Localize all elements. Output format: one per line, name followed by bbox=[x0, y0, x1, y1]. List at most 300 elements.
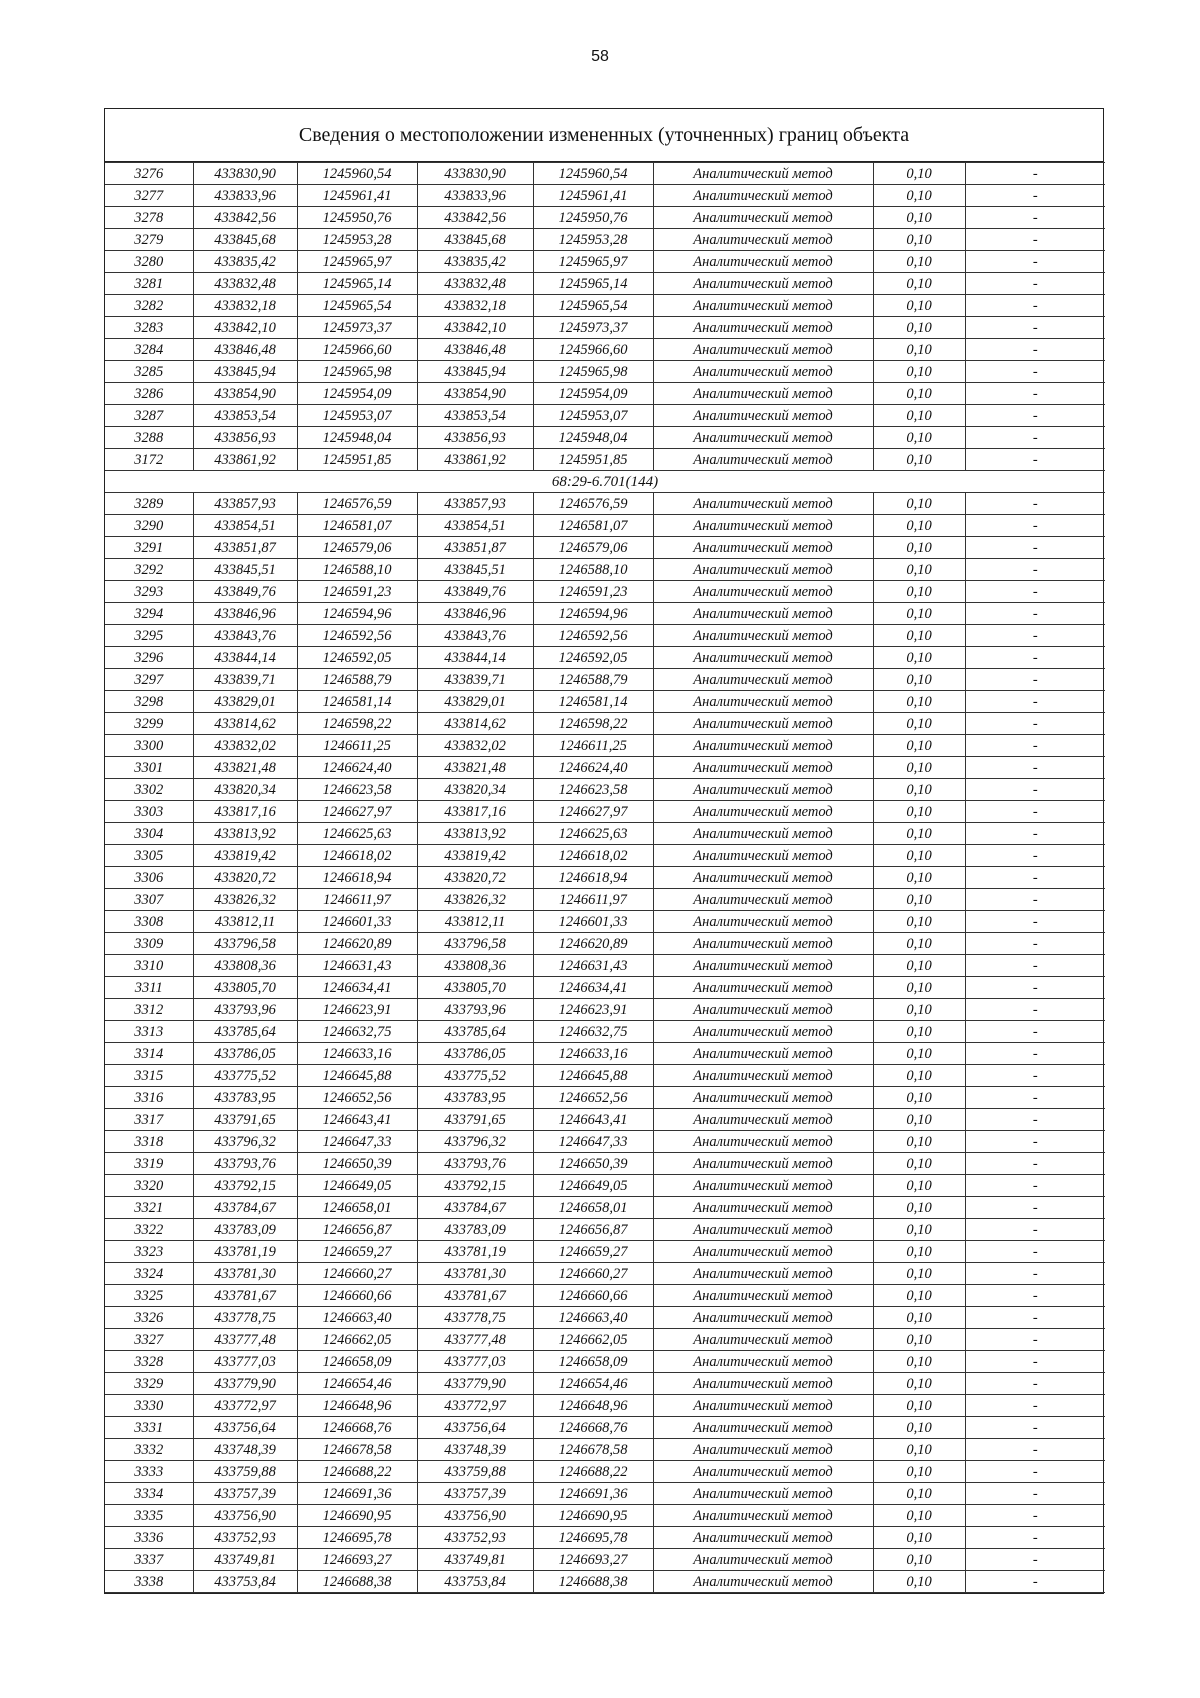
new-y-cell: 1245973,37 bbox=[533, 317, 653, 339]
new-x-cell: 433854,90 bbox=[417, 383, 533, 405]
new-y-cell: 1246658,09 bbox=[533, 1351, 653, 1373]
description-cell: - bbox=[965, 1395, 1105, 1417]
new-y-cell: 1245948,04 bbox=[533, 427, 653, 449]
existing-y-cell: 1246588,10 bbox=[297, 559, 417, 581]
existing-y-cell: 1245973,37 bbox=[297, 317, 417, 339]
coordinates-table bbox=[105, 162, 1105, 1593]
new-y-cell: 1246632,75 bbox=[533, 1021, 653, 1043]
accuracy-cell: 0,10 bbox=[873, 1175, 965, 1197]
table-row bbox=[105, 691, 1105, 713]
existing-x-cell: 433796,32 bbox=[193, 1131, 297, 1153]
new-y-cell: 1246611,97 bbox=[533, 889, 653, 911]
description-cell: - bbox=[965, 911, 1105, 933]
new-y-cell: 1246623,91 bbox=[533, 999, 653, 1021]
existing-y-cell: 1246652,56 bbox=[297, 1087, 417, 1109]
new-y-cell: 1246624,40 bbox=[533, 757, 653, 779]
method-cell: Аналитический метод bbox=[653, 1153, 873, 1175]
new-x-cell: 433752,93 bbox=[417, 1527, 533, 1549]
existing-y-cell: 1246660,66 bbox=[297, 1285, 417, 1307]
new-x-cell: 433775,52 bbox=[417, 1065, 533, 1087]
existing-x-cell: 433829,01 bbox=[193, 691, 297, 713]
point-number-cell: 3331 bbox=[105, 1417, 193, 1439]
existing-y-cell: 1246643,41 bbox=[297, 1109, 417, 1131]
point-number-cell: 3311 bbox=[105, 977, 193, 999]
new-x-cell: 433784,67 bbox=[417, 1197, 533, 1219]
existing-x-cell: 433861,92 bbox=[193, 449, 297, 471]
point-number-cell: 3300 bbox=[105, 735, 193, 757]
method-cell: Аналитический метод bbox=[653, 1549, 873, 1571]
point-number-cell: 3337 bbox=[105, 1549, 193, 1571]
new-x-cell: 433839,71 bbox=[417, 669, 533, 691]
accuracy-cell: 0,10 bbox=[873, 207, 965, 229]
description-cell: - bbox=[965, 1329, 1105, 1351]
point-number-cell: 3324 bbox=[105, 1263, 193, 1285]
existing-x-cell: 433833,96 bbox=[193, 185, 297, 207]
method-cell: Аналитический метод bbox=[653, 559, 873, 581]
new-x-cell: 433832,48 bbox=[417, 273, 533, 295]
existing-x-cell: 433832,02 bbox=[193, 735, 297, 757]
table-row bbox=[105, 1175, 1105, 1197]
new-y-cell: 1246634,41 bbox=[533, 977, 653, 999]
method-cell: Аналитический метод bbox=[653, 427, 873, 449]
new-x-cell: 433756,90 bbox=[417, 1505, 533, 1527]
new-y-cell: 1246618,02 bbox=[533, 845, 653, 867]
method-cell: Аналитический метод bbox=[653, 581, 873, 603]
new-y-cell: 1246592,05 bbox=[533, 647, 653, 669]
table-row bbox=[105, 427, 1105, 449]
method-cell: Аналитический метод bbox=[653, 383, 873, 405]
existing-x-cell: 433756,90 bbox=[193, 1505, 297, 1527]
new-y-cell: 1246648,96 bbox=[533, 1395, 653, 1417]
existing-x-cell: 433849,76 bbox=[193, 581, 297, 603]
existing-y-cell: 1246678,58 bbox=[297, 1439, 417, 1461]
coordinates-table-frame bbox=[104, 108, 1104, 1594]
new-y-cell: 1246663,40 bbox=[533, 1307, 653, 1329]
accuracy-cell: 0,10 bbox=[873, 295, 965, 317]
method-cell: Аналитический метод bbox=[653, 449, 873, 471]
accuracy-cell: 0,10 bbox=[873, 1571, 965, 1593]
existing-x-cell: 433784,67 bbox=[193, 1197, 297, 1219]
existing-x-cell: 433786,05 bbox=[193, 1043, 297, 1065]
new-x-cell: 433833,96 bbox=[417, 185, 533, 207]
new-x-cell: 433846,48 bbox=[417, 339, 533, 361]
table-row bbox=[105, 1461, 1105, 1483]
method-cell: Аналитический метод bbox=[653, 1175, 873, 1197]
description-cell: - bbox=[965, 1131, 1105, 1153]
point-number-cell: 3326 bbox=[105, 1307, 193, 1329]
method-cell: Аналитический метод bbox=[653, 295, 873, 317]
description-cell: - bbox=[965, 207, 1105, 229]
existing-x-cell: 433819,42 bbox=[193, 845, 297, 867]
point-number-cell: 3307 bbox=[105, 889, 193, 911]
point-number-cell: 3283 bbox=[105, 317, 193, 339]
description-cell: - bbox=[965, 1021, 1105, 1043]
method-cell: Аналитический метод bbox=[653, 1351, 873, 1373]
existing-y-cell: 1246598,22 bbox=[297, 713, 417, 735]
method-cell: Аналитический метод bbox=[653, 537, 873, 559]
new-x-cell: 433832,02 bbox=[417, 735, 533, 757]
point-number-cell: 3303 bbox=[105, 801, 193, 823]
table-row bbox=[105, 735, 1105, 757]
point-number-cell: 3335 bbox=[105, 1505, 193, 1527]
point-number-cell: 3321 bbox=[105, 1197, 193, 1219]
accuracy-cell: 0,10 bbox=[873, 977, 965, 999]
existing-y-cell: 1246656,87 bbox=[297, 1219, 417, 1241]
table-row bbox=[105, 273, 1105, 295]
method-cell: Аналитический метод bbox=[653, 1087, 873, 1109]
description-cell: - bbox=[965, 251, 1105, 273]
method-cell: Аналитический метод bbox=[653, 1395, 873, 1417]
existing-y-cell: 1246668,76 bbox=[297, 1417, 417, 1439]
accuracy-cell: 0,10 bbox=[873, 823, 965, 845]
existing-y-cell: 1245965,54 bbox=[297, 295, 417, 317]
new-y-cell: 1246690,95 bbox=[533, 1505, 653, 1527]
description-cell: - bbox=[965, 515, 1105, 537]
new-y-cell: 1246588,79 bbox=[533, 669, 653, 691]
point-number-cell: 3281 bbox=[105, 273, 193, 295]
point-number-cell: 3327 bbox=[105, 1329, 193, 1351]
existing-x-cell: 433857,93 bbox=[193, 493, 297, 515]
accuracy-cell: 0,10 bbox=[873, 1351, 965, 1373]
table-row bbox=[105, 1307, 1105, 1329]
table-row bbox=[105, 1087, 1105, 1109]
new-y-cell: 1245965,98 bbox=[533, 361, 653, 383]
existing-y-cell: 1246662,05 bbox=[297, 1329, 417, 1351]
point-number-cell: 3291 bbox=[105, 537, 193, 559]
accuracy-cell: 0,10 bbox=[873, 581, 965, 603]
table-row bbox=[105, 1197, 1105, 1219]
accuracy-cell: 0,10 bbox=[873, 1109, 965, 1131]
new-y-cell: 1245954,09 bbox=[533, 383, 653, 405]
new-y-cell: 1246695,78 bbox=[533, 1527, 653, 1549]
existing-y-cell: 1246620,89 bbox=[297, 933, 417, 955]
point-number-cell: 3314 bbox=[105, 1043, 193, 1065]
accuracy-cell: 0,10 bbox=[873, 1241, 965, 1263]
new-x-cell: 433781,19 bbox=[417, 1241, 533, 1263]
existing-x-cell: 433756,64 bbox=[193, 1417, 297, 1439]
accuracy-cell: 0,10 bbox=[873, 163, 965, 185]
existing-x-cell: 433839,71 bbox=[193, 669, 297, 691]
point-number-cell: 3319 bbox=[105, 1153, 193, 1175]
existing-y-cell: 1246618,02 bbox=[297, 845, 417, 867]
point-number-cell: 3325 bbox=[105, 1285, 193, 1307]
accuracy-cell: 0,10 bbox=[873, 185, 965, 207]
new-x-cell: 433781,30 bbox=[417, 1263, 533, 1285]
new-y-cell: 1246691,36 bbox=[533, 1483, 653, 1505]
new-x-cell: 433819,42 bbox=[417, 845, 533, 867]
new-x-cell: 433759,88 bbox=[417, 1461, 533, 1483]
table-row bbox=[105, 1153, 1105, 1175]
new-y-cell: 1246627,97 bbox=[533, 801, 653, 823]
point-number-cell: 3298 bbox=[105, 691, 193, 713]
table-row bbox=[105, 449, 1105, 471]
method-cell: Аналитический метод bbox=[653, 1241, 873, 1263]
new-x-cell: 433843,76 bbox=[417, 625, 533, 647]
method-cell: Аналитический метод bbox=[653, 207, 873, 229]
new-x-cell: 433821,48 bbox=[417, 757, 533, 779]
new-y-cell: 1246576,59 bbox=[533, 493, 653, 515]
accuracy-cell: 0,10 bbox=[873, 1329, 965, 1351]
existing-y-cell: 1245961,41 bbox=[297, 185, 417, 207]
new-x-cell: 433793,96 bbox=[417, 999, 533, 1021]
existing-y-cell: 1246624,40 bbox=[297, 757, 417, 779]
point-number-cell: 3315 bbox=[105, 1065, 193, 1087]
new-x-cell: 433778,75 bbox=[417, 1307, 533, 1329]
accuracy-cell: 0,10 bbox=[873, 339, 965, 361]
existing-y-cell: 1246618,94 bbox=[297, 867, 417, 889]
existing-y-cell: 1246601,33 bbox=[297, 911, 417, 933]
table-row bbox=[105, 405, 1105, 427]
new-x-cell: 433779,90 bbox=[417, 1373, 533, 1395]
new-y-cell: 1246631,43 bbox=[533, 955, 653, 977]
accuracy-cell: 0,10 bbox=[873, 911, 965, 933]
point-number-cell: 3305 bbox=[105, 845, 193, 867]
method-cell: Аналитический метод bbox=[653, 1109, 873, 1131]
existing-x-cell: 433853,54 bbox=[193, 405, 297, 427]
existing-y-cell: 1246691,36 bbox=[297, 1483, 417, 1505]
existing-y-cell: 1245966,60 bbox=[297, 339, 417, 361]
description-cell: - bbox=[965, 955, 1105, 977]
table-row bbox=[105, 295, 1105, 317]
new-y-cell: 1245953,07 bbox=[533, 405, 653, 427]
point-number-cell: 3318 bbox=[105, 1131, 193, 1153]
new-y-cell: 1246591,23 bbox=[533, 581, 653, 603]
accuracy-cell: 0,10 bbox=[873, 933, 965, 955]
existing-y-cell: 1246594,96 bbox=[297, 603, 417, 625]
table-row bbox=[105, 581, 1105, 603]
new-y-cell: 1246678,58 bbox=[533, 1439, 653, 1461]
existing-x-cell: 433843,76 bbox=[193, 625, 297, 647]
method-cell: Аналитический метод bbox=[653, 691, 873, 713]
point-number-cell: 3289 bbox=[105, 493, 193, 515]
new-x-cell: 433817,16 bbox=[417, 801, 533, 823]
table-row bbox=[105, 1527, 1105, 1549]
section-row bbox=[105, 471, 1105, 493]
accuracy-cell: 0,10 bbox=[873, 1549, 965, 1571]
method-cell: Аналитический метод bbox=[653, 339, 873, 361]
description-cell: - bbox=[965, 581, 1105, 603]
existing-x-cell: 433851,87 bbox=[193, 537, 297, 559]
table-row bbox=[105, 361, 1105, 383]
accuracy-cell: 0,10 bbox=[873, 317, 965, 339]
existing-x-cell: 433792,15 bbox=[193, 1175, 297, 1197]
table-row bbox=[105, 647, 1105, 669]
new-y-cell: 1246620,89 bbox=[533, 933, 653, 955]
new-y-cell: 1245953,28 bbox=[533, 229, 653, 251]
point-number-cell: 3323 bbox=[105, 1241, 193, 1263]
new-x-cell: 433845,51 bbox=[417, 559, 533, 581]
point-number-cell: 3304 bbox=[105, 823, 193, 845]
table-row bbox=[105, 669, 1105, 691]
existing-y-cell: 1246660,27 bbox=[297, 1263, 417, 1285]
table-row bbox=[105, 1483, 1105, 1505]
new-x-cell: 433820,72 bbox=[417, 867, 533, 889]
description-cell: - bbox=[965, 1087, 1105, 1109]
new-x-cell: 433777,48 bbox=[417, 1329, 533, 1351]
accuracy-cell: 0,10 bbox=[873, 1307, 965, 1329]
point-number-cell: 3330 bbox=[105, 1395, 193, 1417]
new-x-cell: 433786,05 bbox=[417, 1043, 533, 1065]
accuracy-cell: 0,10 bbox=[873, 845, 965, 867]
point-number-cell: 3292 bbox=[105, 559, 193, 581]
method-cell: Аналитический метод bbox=[653, 361, 873, 383]
new-x-cell: 433777,03 bbox=[417, 1351, 533, 1373]
method-cell: Аналитический метод bbox=[653, 317, 873, 339]
accuracy-cell: 0,10 bbox=[873, 427, 965, 449]
existing-x-cell: 433785,64 bbox=[193, 1021, 297, 1043]
new-y-cell: 1246598,22 bbox=[533, 713, 653, 735]
accuracy-cell: 0,10 bbox=[873, 801, 965, 823]
new-x-cell: 433845,68 bbox=[417, 229, 533, 251]
new-y-cell: 1246625,63 bbox=[533, 823, 653, 845]
existing-y-cell: 1246623,91 bbox=[297, 999, 417, 1021]
new-y-cell: 1246643,41 bbox=[533, 1109, 653, 1131]
new-x-cell: 433814,62 bbox=[417, 713, 533, 735]
new-x-cell: 433791,65 bbox=[417, 1109, 533, 1131]
point-number-cell: 3334 bbox=[105, 1483, 193, 1505]
existing-y-cell: 1246645,88 bbox=[297, 1065, 417, 1087]
description-cell: - bbox=[965, 1065, 1105, 1087]
description-cell: - bbox=[965, 295, 1105, 317]
new-y-cell: 1246693,27 bbox=[533, 1549, 653, 1571]
existing-x-cell: 433835,42 bbox=[193, 251, 297, 273]
point-number-cell: 3172 bbox=[105, 449, 193, 471]
description-cell: - bbox=[965, 405, 1105, 427]
method-cell: Аналитический метод bbox=[653, 1021, 873, 1043]
existing-x-cell: 433759,88 bbox=[193, 1461, 297, 1483]
new-x-cell: 433842,10 bbox=[417, 317, 533, 339]
new-x-cell: 433783,95 bbox=[417, 1087, 533, 1109]
description-cell: - bbox=[965, 163, 1105, 185]
existing-x-cell: 433808,36 bbox=[193, 955, 297, 977]
point-number-cell: 3286 bbox=[105, 383, 193, 405]
point-number-cell: 3297 bbox=[105, 669, 193, 691]
table-row bbox=[105, 251, 1105, 273]
existing-y-cell: 1246581,14 bbox=[297, 691, 417, 713]
point-number-cell: 3296 bbox=[105, 647, 193, 669]
method-cell: Аналитический метод bbox=[653, 515, 873, 537]
new-y-cell: 1246588,10 bbox=[533, 559, 653, 581]
new-y-cell: 1245965,97 bbox=[533, 251, 653, 273]
table-row bbox=[105, 1571, 1105, 1593]
point-number-cell: 3306 bbox=[105, 867, 193, 889]
method-cell: Аналитический метод bbox=[653, 867, 873, 889]
description-cell: - bbox=[965, 1417, 1105, 1439]
method-cell: Аналитический метод bbox=[653, 1131, 873, 1153]
description-cell: - bbox=[965, 1285, 1105, 1307]
accuracy-cell: 0,10 bbox=[873, 1439, 965, 1461]
new-x-cell: 433793,76 bbox=[417, 1153, 533, 1175]
point-number-cell: 3308 bbox=[105, 911, 193, 933]
existing-y-cell: 1246647,33 bbox=[297, 1131, 417, 1153]
method-cell: Аналитический метод bbox=[653, 1219, 873, 1241]
new-x-cell: 433757,39 bbox=[417, 1483, 533, 1505]
description-cell: - bbox=[965, 1571, 1105, 1593]
new-x-cell: 433854,51 bbox=[417, 515, 533, 537]
existing-y-cell: 1245965,14 bbox=[297, 273, 417, 295]
existing-x-cell: 433854,51 bbox=[193, 515, 297, 537]
new-x-cell: 433812,11 bbox=[417, 911, 533, 933]
accuracy-cell: 0,10 bbox=[873, 647, 965, 669]
existing-x-cell: 433812,11 bbox=[193, 911, 297, 933]
existing-x-cell: 433777,48 bbox=[193, 1329, 297, 1351]
method-cell: Аналитический метод bbox=[653, 1571, 873, 1593]
point-number-cell: 3276 bbox=[105, 163, 193, 185]
table-row bbox=[105, 1285, 1105, 1307]
method-cell: Аналитический метод bbox=[653, 603, 873, 625]
method-cell: Аналитический метод bbox=[653, 999, 873, 1021]
existing-y-cell: 1245953,07 bbox=[297, 405, 417, 427]
existing-y-cell: 1246650,39 bbox=[297, 1153, 417, 1175]
new-y-cell: 1246688,38 bbox=[533, 1571, 653, 1593]
accuracy-cell: 0,10 bbox=[873, 1263, 965, 1285]
point-number-cell: 3287 bbox=[105, 405, 193, 427]
table-row bbox=[105, 1263, 1105, 1285]
description-cell: - bbox=[965, 999, 1105, 1021]
accuracy-cell: 0,10 bbox=[873, 361, 965, 383]
table-row bbox=[105, 1351, 1105, 1373]
existing-y-cell: 1246631,43 bbox=[297, 955, 417, 977]
table-row bbox=[105, 1417, 1105, 1439]
description-cell: - bbox=[965, 823, 1105, 845]
new-x-cell: 433845,94 bbox=[417, 361, 533, 383]
accuracy-cell: 0,10 bbox=[873, 691, 965, 713]
new-x-cell: 433749,81 bbox=[417, 1549, 533, 1571]
existing-y-cell: 1246592,05 bbox=[297, 647, 417, 669]
accuracy-cell: 0,10 bbox=[873, 1505, 965, 1527]
method-cell: Аналитический метод bbox=[653, 493, 873, 515]
table-row bbox=[105, 559, 1105, 581]
new-x-cell: 433846,96 bbox=[417, 603, 533, 625]
new-x-cell: 433772,97 bbox=[417, 1395, 533, 1417]
existing-y-cell: 1246693,27 bbox=[297, 1549, 417, 1571]
table-row bbox=[105, 1043, 1105, 1065]
existing-x-cell: 433757,39 bbox=[193, 1483, 297, 1505]
method-cell: Аналитический метод bbox=[653, 823, 873, 845]
existing-x-cell: 433752,93 bbox=[193, 1527, 297, 1549]
accuracy-cell: 0,10 bbox=[873, 1065, 965, 1087]
accuracy-cell: 0,10 bbox=[873, 669, 965, 691]
description-cell: - bbox=[965, 1373, 1105, 1395]
new-x-cell: 433829,01 bbox=[417, 691, 533, 713]
accuracy-cell: 0,10 bbox=[873, 537, 965, 559]
new-x-cell: 433844,14 bbox=[417, 647, 533, 669]
new-y-cell: 1246645,88 bbox=[533, 1065, 653, 1087]
point-number-cell: 3279 bbox=[105, 229, 193, 251]
existing-x-cell: 433830,90 bbox=[193, 163, 297, 185]
description-cell: - bbox=[965, 933, 1105, 955]
point-number-cell: 3295 bbox=[105, 625, 193, 647]
point-number-cell: 3293 bbox=[105, 581, 193, 603]
existing-y-cell: 1246695,78 bbox=[297, 1527, 417, 1549]
new-y-cell: 1246662,05 bbox=[533, 1329, 653, 1351]
accuracy-cell: 0,10 bbox=[873, 1461, 965, 1483]
new-x-cell: 433842,56 bbox=[417, 207, 533, 229]
method-cell: Аналитический метод bbox=[653, 229, 873, 251]
existing-y-cell: 1246659,27 bbox=[297, 1241, 417, 1263]
table-row bbox=[105, 779, 1105, 801]
method-cell: Аналитический метод bbox=[653, 163, 873, 185]
new-y-cell: 1246592,56 bbox=[533, 625, 653, 647]
description-cell: - bbox=[965, 647, 1105, 669]
method-cell: Аналитический метод bbox=[653, 185, 873, 207]
table-row bbox=[105, 1109, 1105, 1131]
new-x-cell: 433820,34 bbox=[417, 779, 533, 801]
accuracy-cell: 0,10 bbox=[873, 1043, 965, 1065]
table-row bbox=[105, 933, 1105, 955]
table-row bbox=[105, 493, 1105, 515]
new-y-cell: 1245965,54 bbox=[533, 295, 653, 317]
